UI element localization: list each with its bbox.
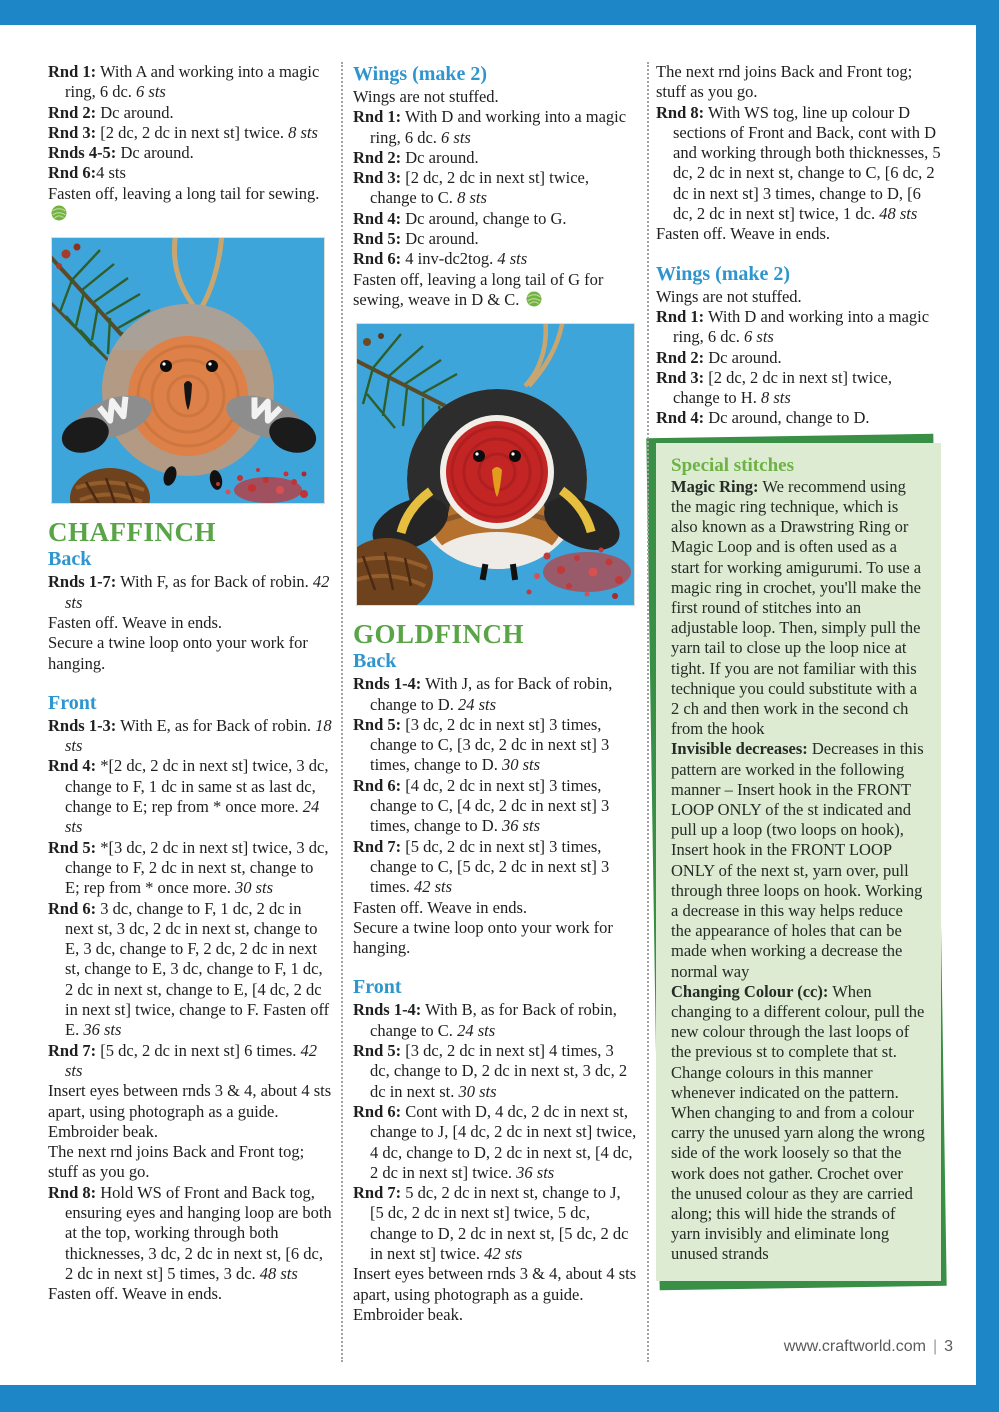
subheading-front: Front xyxy=(48,691,97,714)
instruction-line xyxy=(656,368,941,409)
instruction-text: [3 dc, 2 dc in next st] 3 times, change to C, [3 dc, 2 dc in next st] 3 times, change to D. xyxy=(370,714,610,775)
instruction-text: Wings are not stuffed. xyxy=(353,87,499,106)
stitch-definition: When changing to a different colour, pull the new colour through the last loops of the previous st to complete that st. Change colours in this manner whenever indicated on the pattern. When changing to and from a colour carry the unused yarn along the wrong side of the work loosely so that the work does not gather. Crochet over the unused colour as they are carried along; this will hide the strands of yarn invisibly and eliminate long unused strands xyxy=(671,981,925,1264)
stitch-count: 18 sts xyxy=(65,715,332,756)
rnd-label: Rnd 8: xyxy=(656,102,705,122)
instruction-text: Cont with D, 4 dc, 2 dc in next st, change to J, [4 dc, 2 dc in next st] twice, 4 dc, change to D, 2 dc in next st, [4 dc, 2 dc in next st] twice. xyxy=(370,1101,637,1182)
stitch-count: 30 sts xyxy=(501,755,541,775)
instruction-line xyxy=(656,103,941,225)
stitch-count: 30 sts xyxy=(234,878,274,898)
rnd-label: Rnd 2: xyxy=(353,147,402,167)
stitch-count: 24 sts xyxy=(457,694,497,714)
instruction-text: Dc around, change to D. xyxy=(704,408,870,428)
rnd-label: Rnd 2: xyxy=(48,102,97,122)
instruction-text: With J, as for Back of robin, change to D. xyxy=(370,674,613,714)
instruction-line xyxy=(353,715,637,776)
rnd-label: Rnd 3: xyxy=(48,122,97,142)
instruction-text: [4 dc, 2 dc in next st] 3 times, change to C, [4 dc, 2 dc in next st] 3 times, change to D. xyxy=(370,775,610,836)
instruction-text: [2 dc, 2 dc in next st] twice. xyxy=(96,122,289,142)
subheading-back: Back xyxy=(48,548,92,571)
page-number: 3 xyxy=(944,1338,953,1355)
instruction-text: Dc around. xyxy=(401,229,479,249)
instruction-text: Fasten off. Weave in ends. xyxy=(48,1284,223,1304)
stitch-count: 24 sts xyxy=(65,797,320,837)
instruction-line xyxy=(656,307,941,348)
instruction-line xyxy=(353,776,637,837)
stitch-count: 4 sts xyxy=(497,249,528,269)
instruction-line xyxy=(48,123,332,143)
instruction-line xyxy=(656,224,941,244)
instruction-line xyxy=(48,633,332,674)
instruction-text: With WS tog, line up colour D sections of Front and Back, cont with D and working through both thicknesses, 5 dc, 2 dc in next st, change to C, [6 dc, 2 dc in next st] 3 times, change to D, [6 dc, 2 dc in next st] twice, 1 dc. xyxy=(673,102,941,224)
instruction-text: 3 dc, change to F, 1 dc, 2 dc in next st, 3 dc, 2 dc in next st, change to E, 3 dc, change to F, 2 dc, 2 dc in next st, change to E, 3 dc, change to F, 1 dc, 2 dc in next st, change to E, [4 dc, 2 dc in next st] twice, change to F. Fasten off E. xyxy=(65,898,330,1040)
yarn-ball-icon xyxy=(526,291,542,307)
instruction-text: Fasten off. Weave in ends. xyxy=(353,897,528,917)
instruction-line xyxy=(353,229,637,249)
yarn-ball-icon xyxy=(51,205,67,221)
rnd-label: Rnd 3: xyxy=(353,168,402,188)
instruction-text: [5 dc, 2 dc in next st] 6 times. xyxy=(96,1040,301,1060)
instruction-line xyxy=(353,1183,637,1264)
stitch-count: 48 sts xyxy=(879,204,918,224)
rnd-label: Rnd 7: xyxy=(353,836,402,856)
instruction-text: [2 dc, 2 dc in next st] twice, change to C. xyxy=(370,168,590,208)
instruction-line xyxy=(353,1041,637,1102)
instruction-line xyxy=(656,348,941,368)
stitch-count: 6 sts xyxy=(744,327,774,347)
subheading-wings: Wings (make 2) xyxy=(353,63,488,85)
instruction-text: Secure a twine loop onto your work for hanging. xyxy=(48,633,308,673)
rnd-label: Rnd 1: xyxy=(353,107,402,127)
instruction-text: Dc around, change to G. xyxy=(401,208,567,228)
instruction-text: 4 sts xyxy=(96,163,126,183)
stitch-count: 30 sts xyxy=(458,1081,497,1101)
stitch-count: 42 sts xyxy=(484,1243,523,1263)
rnd-label: Rnds 1-4: xyxy=(353,1000,422,1020)
footer-url: www.craftworld.com xyxy=(783,1338,926,1355)
instruction-text: *[3 dc, 2 dc in next st] twice, 3 dc, change to F, 2 dc in next st, change to E; rep from * once more. xyxy=(65,837,329,898)
stitch-definition: Decreases in this pattern are worked in the following manner – Insert hook in the FRONT LOOP ONLY of the st indicated and pull up a loop (two loops on hook), Insert hook in the FRONT LOOP ONLY of the next st, yarn over, pull through three loops on hook. Working a decrease in this way helps reduce the appearance of holes that can be made when working a decrease the normal way xyxy=(671,739,924,981)
instruction-text: Dc around. xyxy=(96,102,174,122)
rnd-label: Rnd 1: xyxy=(656,306,705,326)
instruction-line xyxy=(353,249,637,269)
stitch-count: 42 sts xyxy=(65,572,330,612)
column-right xyxy=(656,62,941,1281)
bottom-border-bar xyxy=(0,1385,999,1412)
stitch-count: 36 sts xyxy=(516,1162,555,1182)
chaffinch-photo xyxy=(52,238,324,503)
rnd-label: Rnd 6: xyxy=(48,163,97,183)
special-stitch-paragraph xyxy=(671,739,926,981)
instruction-text: With D and working into a magic ring, 6 dc. xyxy=(673,306,930,347)
stitch-term: Changing Colour (cc): xyxy=(671,981,829,1001)
rnd-label: Rnd 6: xyxy=(353,775,402,795)
instruction-line xyxy=(48,62,332,103)
stitch-count: 42 sts xyxy=(65,1040,318,1080)
special-stitch-paragraph xyxy=(671,982,926,1265)
special-stitches-box xyxy=(656,443,941,1281)
stitch-count: 6 sts xyxy=(136,82,166,102)
column-middle xyxy=(353,62,637,1325)
instruction-text: With D and working into a magic ring, 6 dc. xyxy=(370,107,627,147)
rnd-label: Rnd 7: xyxy=(48,1040,97,1060)
instruction-line xyxy=(353,209,637,229)
instruction-text: Secure a twine loop onto your work for hanging. xyxy=(353,917,613,958)
instruction-line xyxy=(353,168,637,209)
instruction-text: Fasten off, leaving a long tail of G for sewing, weave in D & C. xyxy=(353,269,604,309)
instruction-line xyxy=(656,287,941,307)
stitch-count: 8 sts xyxy=(457,188,487,208)
column-left xyxy=(48,62,332,1304)
rnd-label: Rnd 1: xyxy=(48,62,97,81)
instruction-line xyxy=(353,837,637,898)
instruction-text: Embroider beak. xyxy=(353,1304,463,1324)
instruction-line xyxy=(353,1305,637,1325)
instruction-text: 4 inv-dc2tog. xyxy=(401,249,498,269)
rnd-label: Rnds 1-7: xyxy=(48,572,117,592)
rnd-label: Rnds 1-3: xyxy=(48,715,117,735)
instruction-text: With F, as for Back of robin. xyxy=(116,572,313,592)
rnd-label: Rnd 5: xyxy=(48,837,97,857)
section-heading-goldfinch: GOLDFINCH xyxy=(353,619,525,650)
rnd-label: Rnd 8: xyxy=(48,1182,97,1202)
subheading-back: Back xyxy=(353,650,397,673)
instruction-line xyxy=(353,87,637,107)
rnd-label: Rnd 5: xyxy=(353,229,402,249)
instruction-line xyxy=(48,1122,332,1142)
instruction-line xyxy=(48,1041,332,1082)
instruction-line xyxy=(48,1081,332,1122)
instruction-text: Fasten off, leaving a long tail for sewing. xyxy=(48,183,320,203)
instruction-line xyxy=(353,898,637,918)
instruction-text: [2 dc, 2 dc in next st] twice, change to H. xyxy=(673,367,893,408)
instruction-text: [3 dc, 2 dc in next st] 4 times, 3 dc, change to D, 2 dc in next st, 3 dc, 2 dc in next st. xyxy=(370,1041,628,1101)
instruction-line xyxy=(353,1264,637,1305)
instruction-line xyxy=(48,1183,332,1284)
instruction-text: Embroider beak. xyxy=(48,1121,158,1141)
special-stitches-title: Special stitches xyxy=(671,454,794,476)
instruction-line xyxy=(353,674,637,715)
instruction-line xyxy=(48,1142,332,1183)
rnd-label: Rnd 5: xyxy=(353,714,402,734)
instruction-text: The next rnd joins Back and Front tog; stuff as you go. xyxy=(656,62,913,102)
instruction-text: *[2 dc, 2 dc in next st] twice, 3 dc, change to F, 1 dc in same st as last dc, change to E; rep from * once more. xyxy=(65,756,329,817)
instruction-line xyxy=(48,899,332,1041)
stitch-count: 8 sts xyxy=(760,388,791,408)
stitch-count: 42 sts xyxy=(414,877,453,897)
section-heading-chaffinch: CHAFFINCH xyxy=(48,517,216,548)
rnd-label: Rnds 1-4: xyxy=(353,674,422,694)
rnd-label: Rnd 7: xyxy=(353,1183,402,1203)
instruction-line xyxy=(48,184,332,225)
instruction-text: With E, as for Back of robin. xyxy=(116,715,316,735)
instruction-text: Dc around. xyxy=(704,347,782,367)
instruction-line xyxy=(48,143,332,163)
rnd-label: Rnds 4-5: xyxy=(48,143,117,163)
instruction-line xyxy=(48,572,332,613)
instruction-line xyxy=(48,163,332,183)
instruction-line xyxy=(353,270,637,311)
instruction-text: Hold WS of Front and Back tog, ensuring eyes and hanging loop are both at the top, working through both thicknesses, 3 dc, 2 dc in next st, [6 dc, 2 dc in next st] 5 times, 3 dc. xyxy=(65,1182,332,1283)
rnd-label: Rnd 4: xyxy=(353,208,402,228)
instruction-text: Fasten off. Weave in ends. xyxy=(48,612,223,632)
instruction-text: [5 dc, 2 dc in next st] 3 times, change to C, [5 dc, 2 dc in next st] 3 times. xyxy=(370,836,610,897)
subheading-wings: Wings (make 2) xyxy=(656,262,791,285)
rnd-label: Rnd 3: xyxy=(656,367,705,387)
instruction-line xyxy=(353,107,637,148)
special-stitch-paragraph xyxy=(671,477,926,740)
stitch-count: 36 sts xyxy=(83,1020,122,1040)
instruction-text: 5 dc, 2 dc in next st, change to J, [5 dc, 2 dc in next st] twice, 5 dc, change to D, 2 dc in next st, [5 dc, 2 dc in next st] twice. xyxy=(370,1183,629,1263)
instruction-line xyxy=(656,62,941,103)
rnd-label: Rnd 5: xyxy=(353,1041,402,1061)
column-divider xyxy=(647,62,649,1362)
instruction-line xyxy=(353,148,637,168)
instruction-line xyxy=(48,756,332,837)
rnd-label: Rnd 6: xyxy=(353,249,402,269)
column-divider xyxy=(341,62,343,1362)
instruction-text: Fasten off. Weave in ends. xyxy=(656,224,831,244)
stitch-count: 6 sts xyxy=(441,127,471,147)
stitch-count: 8 sts xyxy=(288,122,318,142)
stitch-term: Magic Ring: xyxy=(671,476,759,496)
right-border-bar xyxy=(976,0,999,1412)
instruction-text: Wings are not stuffed. xyxy=(656,286,802,306)
instruction-text: With B, as for Back of robin, change to C. xyxy=(370,1000,617,1040)
rnd-label: Rnd 2: xyxy=(656,347,705,367)
instruction-line xyxy=(353,1102,637,1183)
stitch-count: 24 sts xyxy=(457,1020,496,1040)
instruction-text: With A and working into a magic ring, 6 dc. xyxy=(65,62,320,102)
stitch-count: 36 sts xyxy=(501,816,541,836)
instruction-text: The next rnd joins Back and Front tog; stuff as you go. xyxy=(48,1142,305,1182)
instruction-line xyxy=(48,716,332,757)
instruction-line xyxy=(353,1000,637,1041)
instruction-line xyxy=(353,918,637,959)
goldfinch-photo xyxy=(357,324,634,605)
stitch-term: Invisible decreases: xyxy=(671,739,808,759)
footer-divider: | xyxy=(932,1338,938,1355)
stitch-count: 48 sts xyxy=(259,1263,298,1283)
instruction-text: Insert eyes between rnds 3 & 4, about 4 sts apart, using photograph as a guide. xyxy=(48,1081,332,1121)
instruction-text: Insert eyes between rnds 3 & 4, about 4 sts apart, using photograph as a guide. xyxy=(353,1264,637,1304)
instruction-line xyxy=(48,838,332,899)
instruction-line xyxy=(48,613,332,633)
rnd-label: Rnd 6: xyxy=(353,1101,402,1121)
instruction-line xyxy=(48,1284,332,1304)
stitch-definition: We recommend using the magic ring technique, which is also known as a Drawstring Ring or Magic Loop and is often used as a start for working amigurumi. To use a magic ring in crochet, you'll make the first round of stitches into an adjustable loop. Then, simply pull the yarn tail to close up the loop nice at tight. If you are not familiar with this technique you could substitute with a 2 ch and then work in the second ch from the hook xyxy=(671,476,922,739)
page-footer xyxy=(784,1338,953,1356)
subheading-front: Front xyxy=(353,976,402,999)
rnd-label: Rnd 4: xyxy=(48,756,97,776)
instruction-line xyxy=(656,408,941,428)
rnd-label: Rnd 4: xyxy=(656,408,705,428)
rnd-label: Rnd 6: xyxy=(48,898,97,918)
instruction-text: Dc around. xyxy=(401,147,479,167)
instruction-text: Dc around. xyxy=(116,143,194,163)
top-border-bar xyxy=(0,0,999,25)
instruction-line xyxy=(48,103,332,123)
